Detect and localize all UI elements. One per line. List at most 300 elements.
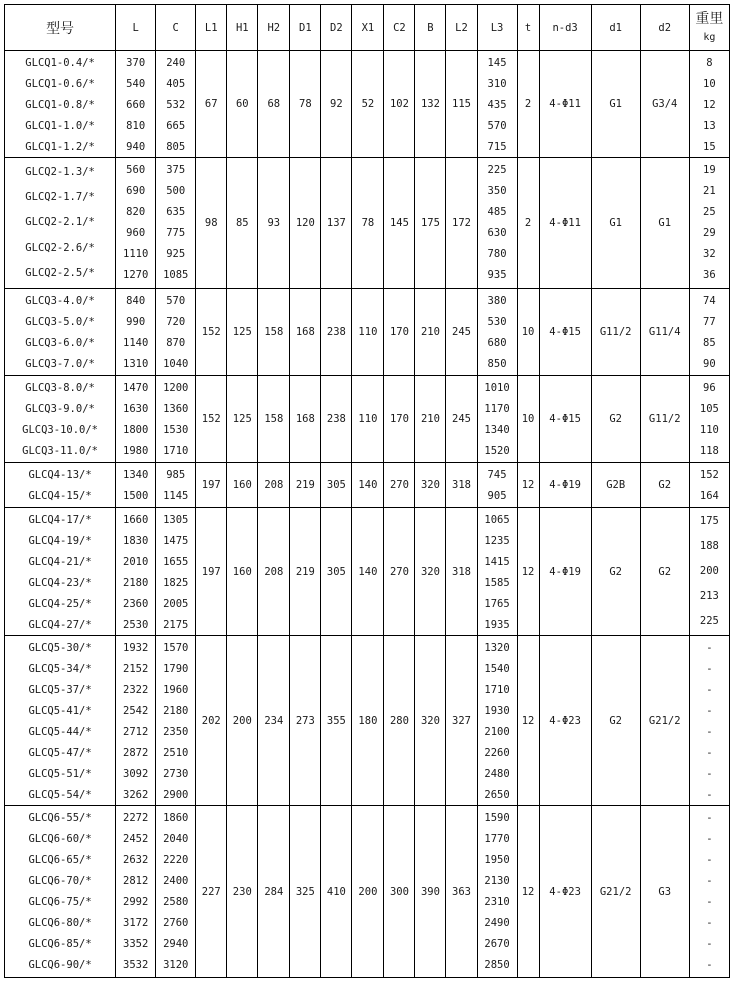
cell-C-value: 665 [166, 119, 186, 132]
cell-weight-value: - [706, 832, 713, 845]
cell-D1: 168 [290, 376, 321, 463]
cell-L [116, 376, 156, 463]
cell-H2: 208 [258, 463, 290, 508]
cell-model-value: GLCQ3-8.0/* [25, 381, 95, 394]
cell-model [5, 158, 116, 289]
cell-C-value: 1475 [163, 534, 189, 547]
cell-model-value: GLCQ3-5.0/* [25, 315, 95, 328]
cell-nd3: 4-Φ23 [539, 636, 591, 806]
cell-weight-value: 15 [703, 140, 716, 153]
cell-C [156, 376, 196, 463]
cell-nd3: 4-Φ11 [539, 158, 591, 289]
cell-C [156, 289, 196, 376]
cell-C-value: 1860 [163, 811, 189, 824]
cell-weight-value: - [706, 662, 713, 675]
cell-L3 [477, 636, 517, 806]
cell-d2: G2 [640, 508, 689, 636]
cell-L3-value: 2670 [484, 937, 510, 950]
cell-d2: G11/4 [640, 289, 689, 376]
cell-H1: 125 [227, 376, 258, 463]
cell-L3-value: 1935 [484, 618, 510, 631]
cell-weight-value: - [706, 641, 713, 654]
cell-C-value: 870 [166, 336, 186, 349]
cell-d1: G2 [591, 376, 640, 463]
cell-L1: 197 [196, 508, 227, 636]
cell-D2: 137 [321, 158, 352, 289]
cell-H1: 60 [227, 51, 258, 158]
cell-model-value: GLCQ4-25/* [28, 597, 92, 610]
header-d1: d1 [591, 5, 640, 51]
cell-D1: 78 [290, 51, 321, 158]
cell-L-value: 2360 [123, 597, 149, 610]
cell-L-value: 1500 [123, 489, 149, 502]
table-row-group [5, 636, 730, 806]
header-weight: 重里 kg [689, 5, 729, 51]
cell-weight-value: 164 [699, 489, 719, 502]
cell-weight [689, 806, 729, 978]
cell-C-value: 2220 [163, 853, 189, 866]
cell-model-value: GLCQ3-6.0/* [25, 336, 95, 349]
cell-weight-value: 175 [699, 515, 719, 528]
cell-weight-value: - [706, 916, 713, 929]
cell-L3-value: 2650 [484, 788, 510, 801]
cell-L-value: 1630 [123, 402, 149, 415]
cell-C [156, 51, 196, 158]
cell-C2: 300 [384, 806, 415, 978]
cell-weight-value: 96 [703, 381, 716, 394]
cell-L3-value: 745 [487, 468, 507, 481]
cell-L [116, 508, 156, 636]
cell-model-value: GLCQ1-1.2/* [25, 140, 95, 153]
cell-L-value: 2812 [123, 874, 149, 887]
cell-L3-value: 2490 [484, 916, 510, 929]
cell-L3-value: 1765 [484, 597, 510, 610]
cell-L-value: 1800 [123, 423, 149, 436]
cell-L-value: 1660 [123, 513, 149, 526]
cell-model-value: GLCQ4-21/* [28, 555, 92, 568]
cell-C-value: 1570 [163, 641, 189, 654]
cell-C-value: 240 [166, 56, 186, 69]
cell-weight-value: 85 [703, 336, 716, 349]
cell-B: 210 [415, 376, 446, 463]
cell-weight-value: 118 [699, 444, 719, 457]
cell-L3-value: 1770 [484, 832, 510, 845]
cell-d1: G2 [591, 508, 640, 636]
cell-L3-value: 1540 [484, 662, 510, 675]
cell-L1: 227 [196, 806, 227, 978]
cell-C2: 102 [384, 51, 415, 158]
cell-C-value: 2175 [163, 618, 189, 631]
cell-model-value: GLCQ1-0.4/* [25, 56, 95, 69]
cell-L2: 172 [446, 158, 477, 289]
cell-C-value: 375 [166, 163, 186, 176]
spec-table [4, 4, 730, 978]
cell-model-value: GLCQ5-34/* [28, 662, 92, 675]
cell-model-value: GLCQ6-70/* [28, 874, 92, 887]
cell-L3-value: 2480 [484, 767, 510, 780]
cell-weight-value: 225 [699, 614, 719, 627]
cell-B: 132 [415, 51, 446, 158]
cell-C [156, 636, 196, 806]
cell-model-value: GLCQ3-9.0/* [25, 402, 95, 415]
cell-L3-value: 1065 [484, 513, 510, 526]
cell-model [5, 463, 116, 508]
cell-L-value: 2712 [123, 725, 149, 738]
cell-D1: 273 [290, 636, 321, 806]
cell-L-value: 2152 [123, 662, 149, 675]
header-L1: L1 [196, 5, 227, 51]
cell-C-value: 775 [166, 227, 186, 240]
cell-L3-value: 2260 [484, 746, 510, 759]
cell-model-value: GLCQ5-44/* [28, 725, 92, 738]
cell-C-value: 2900 [163, 788, 189, 801]
cell-model-value: GLCQ3-10.0/* [22, 423, 98, 436]
cell-model [5, 51, 116, 158]
cell-L3-value: 2130 [484, 874, 510, 887]
cell-weight [689, 463, 729, 508]
cell-L2: 327 [446, 636, 477, 806]
cell-model-value: GLCQ5-47/* [28, 746, 92, 759]
cell-model-value: GLCQ4-15/* [28, 489, 92, 502]
cell-H2: 158 [258, 289, 290, 376]
cell-C-value: 1085 [163, 269, 189, 282]
cell-C-value: 805 [166, 140, 186, 153]
cell-weight-value: - [706, 937, 713, 950]
cell-weight-value: - [706, 746, 713, 759]
cell-C2: 170 [384, 289, 415, 376]
header-H1: H1 [227, 5, 258, 51]
cell-C-value: 2180 [163, 704, 189, 717]
cell-C-value: 720 [166, 315, 186, 328]
cell-L3-value: 630 [487, 227, 507, 240]
cell-weight-value: 110 [699, 423, 719, 436]
cell-model-value: GLCQ3-7.0/* [25, 357, 95, 370]
cell-C-value: 1305 [163, 513, 189, 526]
cell-model [5, 508, 116, 636]
cell-L3-value: 1170 [484, 402, 510, 415]
cell-d1: G1 [591, 158, 640, 289]
cell-weight [689, 51, 729, 158]
cell-weight-value: - [706, 853, 713, 866]
cell-model-value: GLCQ1-0.6/* [25, 77, 95, 90]
cell-L-value: 990 [126, 315, 146, 328]
cell-C-value: 3120 [163, 958, 189, 971]
cell-weight [689, 508, 729, 636]
cell-weight-value: - [706, 683, 713, 696]
cell-weight-value: - [706, 788, 713, 801]
cell-C2: 170 [384, 376, 415, 463]
cell-L3-value: 935 [487, 269, 507, 282]
cell-model-value: GLCQ4-13/* [28, 468, 92, 481]
cell-C-value: 2760 [163, 916, 189, 929]
cell-H2: 284 [258, 806, 290, 978]
cell-L3 [477, 376, 517, 463]
cell-C [156, 463, 196, 508]
cell-model-value: GLCQ5-41/* [28, 704, 92, 717]
cell-model-value: GLCQ2-2.6/* [25, 241, 95, 254]
cell-L3 [477, 51, 517, 158]
cell-L-value: 840 [126, 294, 146, 307]
cell-weight-value: 36 [703, 269, 716, 282]
cell-t: 10 [517, 289, 539, 376]
cell-C [156, 508, 196, 636]
cell-H2: 158 [258, 376, 290, 463]
cell-D2: 238 [321, 376, 352, 463]
cell-t: 12 [517, 636, 539, 806]
table-row-group [5, 463, 730, 508]
cell-model-value: GLCQ5-37/* [28, 683, 92, 696]
header-row [5, 5, 730, 51]
cell-L-value: 2180 [123, 576, 149, 589]
cell-H1: 200 [227, 636, 258, 806]
header-D2: D2 [321, 5, 352, 51]
cell-L3-value: 485 [487, 205, 507, 218]
cell-weight-value: 77 [703, 315, 716, 328]
cell-D2: 305 [321, 508, 352, 636]
cell-L2: 245 [446, 376, 477, 463]
cell-L3-value: 1010 [484, 381, 510, 394]
cell-d2: G21/2 [640, 636, 689, 806]
cell-X1: 140 [352, 508, 384, 636]
cell-t: 12 [517, 463, 539, 508]
cell-weight-value: 188 [699, 540, 719, 553]
cell-H1: 230 [227, 806, 258, 978]
cell-C [156, 806, 196, 978]
cell-H1: 160 [227, 508, 258, 636]
cell-weight-value: 213 [699, 589, 719, 602]
cell-L3-value: 680 [487, 336, 507, 349]
cell-d2: G11/2 [640, 376, 689, 463]
cell-L3-value: 145 [487, 56, 507, 69]
cell-d2: G1 [640, 158, 689, 289]
cell-weight-value: 105 [699, 402, 719, 415]
cell-L [116, 806, 156, 978]
cell-model-value: GLCQ4-19/* [28, 534, 92, 547]
cell-L [116, 289, 156, 376]
cell-L3-value: 1320 [484, 641, 510, 654]
cell-B: 175 [415, 158, 446, 289]
cell-model-value: GLCQ6-55/* [28, 811, 92, 824]
cell-L3 [477, 463, 517, 508]
cell-weight-value: - [706, 767, 713, 780]
cell-model-value: GLCQ5-51/* [28, 767, 92, 780]
cell-weight-value: - [706, 895, 713, 908]
cell-D1: 219 [290, 463, 321, 508]
cell-L-value: 3352 [123, 937, 149, 950]
cell-d1: G2 [591, 636, 640, 806]
cell-model-value: GLCQ1-1.0/* [25, 119, 95, 132]
cell-weight-value: 13 [703, 119, 716, 132]
cell-L3-value: 1340 [484, 423, 510, 436]
cell-L3-value: 2310 [484, 895, 510, 908]
cell-t: 12 [517, 806, 539, 978]
cell-L3-value: 310 [487, 77, 507, 90]
cell-C-value: 2940 [163, 937, 189, 950]
cell-X1: 110 [352, 289, 384, 376]
header-nd3: n-d3 [539, 5, 591, 51]
cell-C-value: 985 [166, 468, 186, 481]
cell-model-value: GLCQ6-75/* [28, 895, 92, 908]
cell-L-value: 940 [126, 140, 146, 153]
cell-C-value: 2580 [163, 895, 189, 908]
cell-L2: 115 [446, 51, 477, 158]
cell-X1: 52 [352, 51, 384, 158]
cell-C-value: 2005 [163, 597, 189, 610]
cell-L-value: 1932 [123, 641, 149, 654]
cell-L-value: 560 [126, 163, 146, 176]
cell-C-value: 1360 [163, 402, 189, 415]
header-H2: H2 [258, 5, 290, 51]
cell-nd3: 4-Φ15 [539, 376, 591, 463]
cell-weight-value: - [706, 704, 713, 717]
cell-C-value: 1145 [163, 489, 189, 502]
header-C2: C2 [384, 5, 415, 51]
cell-weight-value: - [706, 958, 713, 971]
cell-nd3: 4-Φ19 [539, 508, 591, 636]
cell-d1: G21/2 [591, 806, 640, 978]
cell-L-value: 1140 [123, 336, 149, 349]
cell-weight-value: 90 [703, 357, 716, 370]
cell-nd3: 4-Φ23 [539, 806, 591, 978]
cell-D1: 168 [290, 289, 321, 376]
cell-t: 12 [517, 508, 539, 636]
cell-t: 10 [517, 376, 539, 463]
cell-L-value: 2530 [123, 618, 149, 631]
cell-L-value: 2272 [123, 811, 149, 824]
cell-L3-value: 225 [487, 163, 507, 176]
cell-C-value: 2040 [163, 832, 189, 845]
cell-C-value: 1710 [163, 444, 189, 457]
cell-L-value: 820 [126, 205, 146, 218]
cell-L3 [477, 508, 517, 636]
cell-C [156, 158, 196, 289]
cell-L [116, 158, 156, 289]
header-L3: L3 [477, 5, 517, 51]
cell-weight-value: 10 [703, 77, 716, 90]
cell-nd3: 4-Φ19 [539, 463, 591, 508]
cell-L-value: 2992 [123, 895, 149, 908]
cell-L3-value: 905 [487, 489, 507, 502]
cell-L3-value: 850 [487, 357, 507, 370]
cell-C-value: 635 [166, 205, 186, 218]
cell-B: 320 [415, 636, 446, 806]
cell-model-value: GLCQ1-0.8/* [25, 98, 95, 111]
cell-L [116, 51, 156, 158]
cell-H1: 160 [227, 463, 258, 508]
cell-C-value: 2350 [163, 725, 189, 738]
cell-L-value: 1830 [123, 534, 149, 547]
table-row-group [5, 158, 730, 289]
cell-model-value: GLCQ3-4.0/* [25, 294, 95, 307]
cell-L3-value: 435 [487, 98, 507, 111]
cell-H2: 234 [258, 636, 290, 806]
cell-model-value: GLCQ4-23/* [28, 576, 92, 589]
cell-L2: 318 [446, 508, 477, 636]
cell-model-value: GLCQ4-27/* [28, 618, 92, 631]
cell-weight-value: - [706, 874, 713, 887]
cell-model [5, 806, 116, 978]
cell-C2: 280 [384, 636, 415, 806]
cell-model-value: GLCQ5-30/* [28, 641, 92, 654]
cell-X1: 78 [352, 158, 384, 289]
cell-L-value: 2632 [123, 853, 149, 866]
cell-D2: 410 [321, 806, 352, 978]
cell-L-value: 3172 [123, 916, 149, 929]
cell-C-value: 1825 [163, 576, 189, 589]
cell-H1: 125 [227, 289, 258, 376]
cell-L-value: 1270 [123, 269, 149, 282]
header-D1: D1 [290, 5, 321, 51]
cell-H1: 85 [227, 158, 258, 289]
cell-C-value: 1960 [163, 683, 189, 696]
cell-d2: G3/4 [640, 51, 689, 158]
cell-L-value: 1980 [123, 444, 149, 457]
cell-L3 [477, 289, 517, 376]
cell-C-value: 1200 [163, 381, 189, 394]
cell-weight-value: - [706, 725, 713, 738]
cell-X1: 200 [352, 806, 384, 978]
cell-C-value: 925 [166, 248, 186, 261]
cell-L-value: 2542 [123, 704, 149, 717]
cell-weight [689, 636, 729, 806]
cell-model-value: GLCQ2-1.7/* [25, 191, 95, 204]
cell-C-value: 1040 [163, 357, 189, 370]
cell-d2: G2 [640, 463, 689, 508]
cell-L3-value: 1710 [484, 683, 510, 696]
cell-L-value: 370 [126, 56, 146, 69]
cell-L-value: 810 [126, 119, 146, 132]
cell-model-value: GLCQ2-1.3/* [25, 165, 95, 178]
cell-L-value: 960 [126, 227, 146, 240]
cell-model-value: GLCQ2-2.5/* [25, 267, 95, 280]
cell-L3-value: 1590 [484, 811, 510, 824]
cell-C-value: 2510 [163, 746, 189, 759]
header-C: C [156, 5, 196, 51]
cell-L3-value: 780 [487, 248, 507, 261]
cell-L3-value: 1950 [484, 853, 510, 866]
cell-L3-value: 715 [487, 140, 507, 153]
cell-C-value: 1790 [163, 662, 189, 675]
cell-weight [689, 158, 729, 289]
cell-weight [689, 376, 729, 463]
cell-C-value: 570 [166, 294, 186, 307]
cell-C-value: 405 [166, 77, 186, 90]
cell-C2: 270 [384, 508, 415, 636]
cell-L-value: 2452 [123, 832, 149, 845]
table-row-group [5, 376, 730, 463]
cell-C-value: 1530 [163, 423, 189, 436]
cell-D1: 325 [290, 806, 321, 978]
cell-model-value: GLCQ6-90/* [28, 958, 92, 971]
header-L2: L2 [446, 5, 477, 51]
cell-weight-value: 12 [703, 98, 716, 111]
cell-L3-value: 1930 [484, 704, 510, 717]
cell-L1: 197 [196, 463, 227, 508]
cell-C-value: 2400 [163, 874, 189, 887]
cell-B: 210 [415, 289, 446, 376]
cell-C-value: 2730 [163, 767, 189, 780]
cell-L-value: 1110 [123, 248, 149, 261]
cell-L3-value: 570 [487, 119, 507, 132]
cell-L3-value: 2100 [484, 725, 510, 738]
cell-H2: 208 [258, 508, 290, 636]
cell-L-value: 1340 [123, 468, 149, 481]
cell-D1: 219 [290, 508, 321, 636]
header-L: L [116, 5, 156, 51]
cell-X1: 140 [352, 463, 384, 508]
cell-L3-value: 1520 [484, 444, 510, 457]
cell-weight-value: 74 [703, 294, 716, 307]
